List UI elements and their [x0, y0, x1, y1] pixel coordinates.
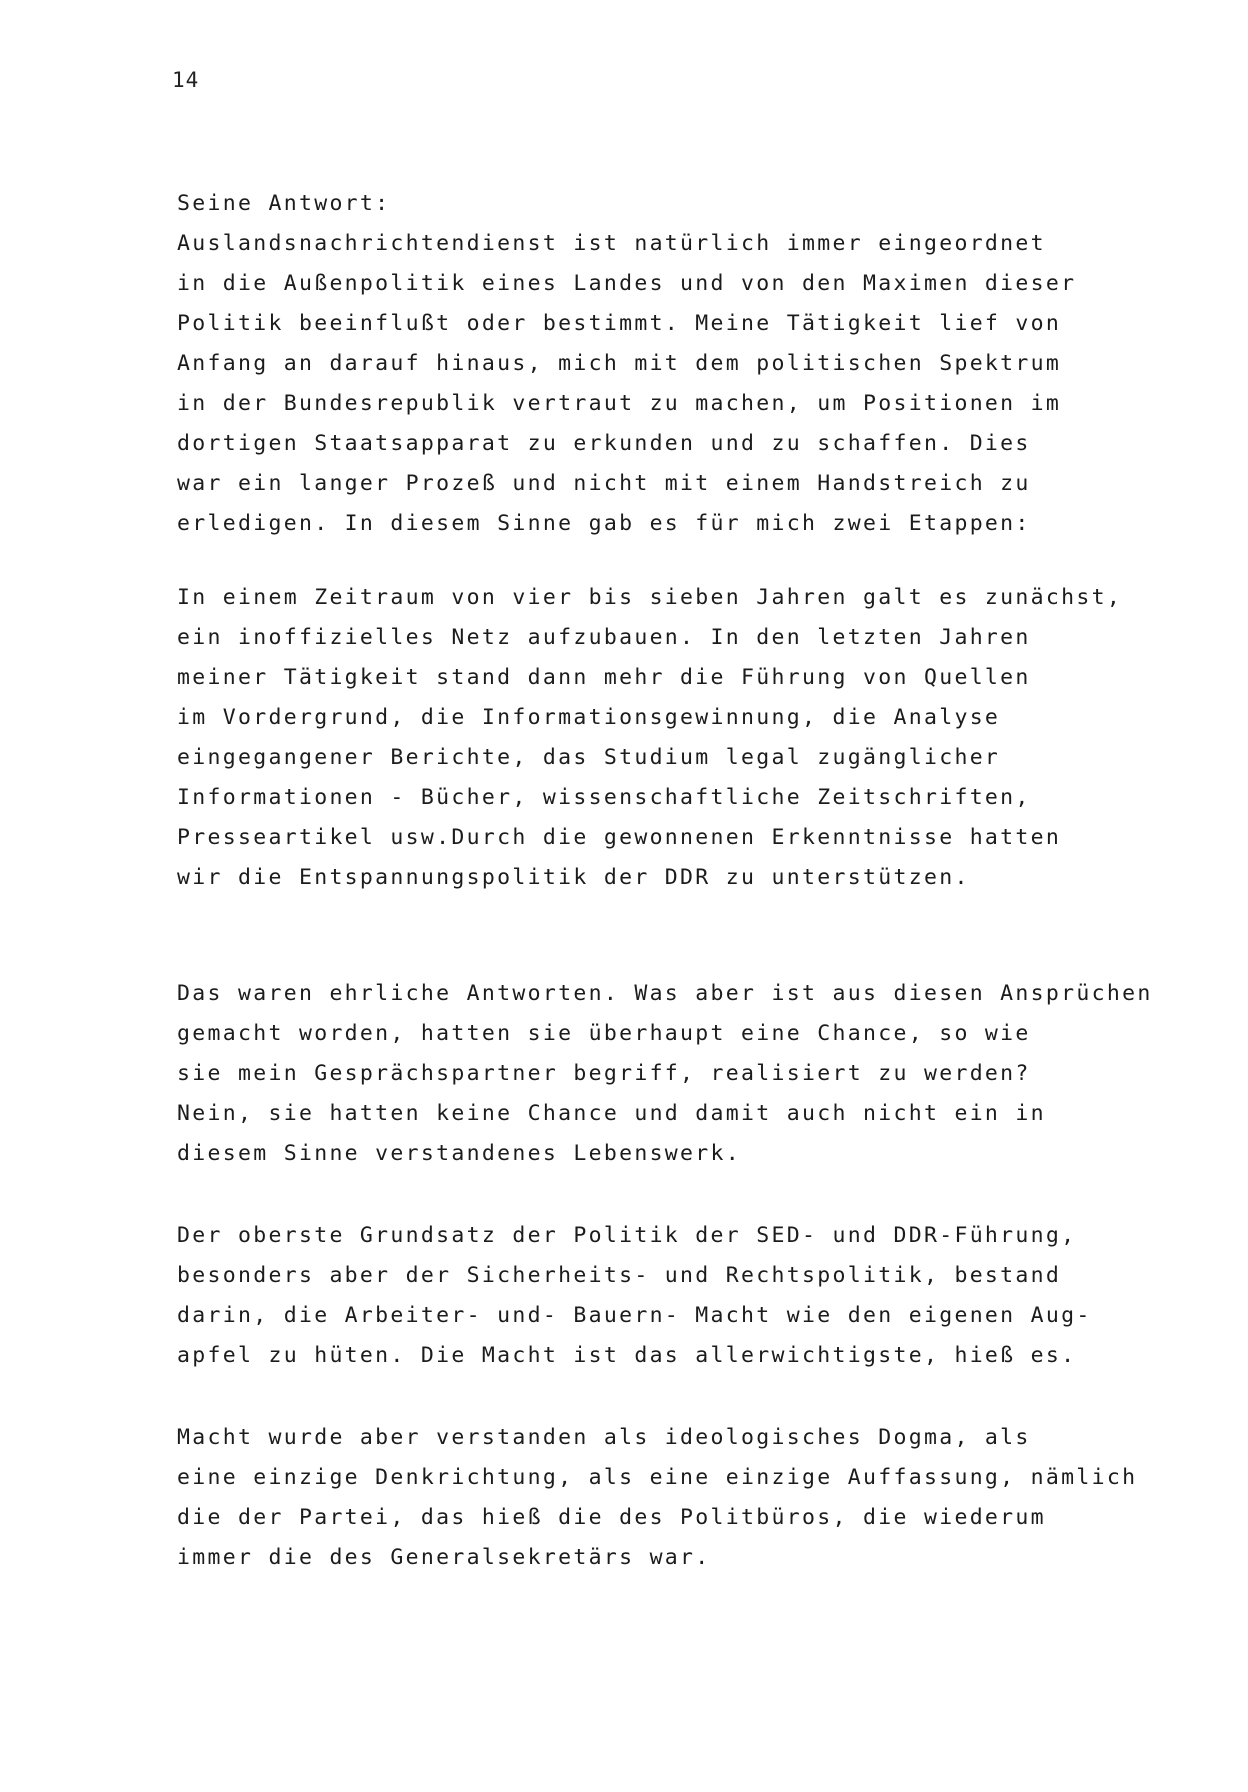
text-line: wir die Entspannungspolitik der DDR zu unterstützen.	[177, 865, 970, 890]
text-line: erledigen. In diesem Sinne gab es für mich zwei Etappen:	[177, 511, 1031, 536]
text-line: die der Partei, das hieß die des Politbüros, die wiederum	[177, 1505, 1046, 1530]
paragraph-answer	[177, 184, 1076, 544]
text-line: ein inoffizielles Netz aufzubauen. In den letzten Jahren	[177, 625, 1031, 650]
text-line: Auslandsnachrichtendienst ist natürlich immer eingeordnet	[177, 231, 1046, 256]
text-line: In einem Zeitraum von vier bis sieben Jahren galt es zunächst,	[177, 585, 1123, 610]
text-line: sie mein Gesprächspartner begriff, realisiert zu werden?	[177, 1061, 1031, 1086]
text-line: diesem Sinne verstandenes Lebenswerk.	[177, 1141, 742, 1166]
text-line: war ein langer Prozeß und nicht mit einem Handstreich zu	[177, 471, 1031, 496]
text-line: in der Bundesrepublik vertraut zu machen, um Positionen im	[177, 391, 1062, 416]
text-line: meiner Tätigkeit stand dann mehr die Führung von Quellen	[177, 665, 1031, 690]
text-line: Presseartikel usw.Durch die gewonnenen Erkenntnisse hatten	[177, 825, 1062, 850]
text-line: Der oberste Grundsatz der Politik der SED- und DDR-Führung,	[177, 1223, 1077, 1248]
text-line: Informationen - Bücher, wissenschaftliche Zeitschriften,	[177, 785, 1031, 810]
text-line: Das waren ehrliche Antworten. Was aber ist aus diesen Ansprüchen	[177, 981, 1153, 1006]
text-line: in die Außenpolitik eines Landes und von den Maximen dieser	[177, 271, 1077, 296]
text-line: besonders aber der Sicherheits- und Rechtspolitik, bestand	[177, 1263, 1062, 1288]
text-line: gemacht worden, hatten sie überhaupt eine Chance, so wie	[177, 1021, 1031, 1046]
text-line: Anfang an darauf hinaus, mich mit dem politischen Spektrum	[177, 351, 1062, 376]
text-line: darin, die Arbeiter- und- Bauern- Macht wie den eigenen Aug-	[177, 1303, 1092, 1328]
text-line: Politik beeinflußt oder bestimmt. Meine Tätigkeit lief von	[177, 311, 1062, 336]
text-line: apfel zu hüten. Die Macht ist das allerwichtigste, hieß es.	[177, 1343, 1077, 1368]
paragraph-grundsatz	[177, 1216, 1092, 1376]
text-line: Macht wurde aber verstanden als ideologisches Dogma, als	[177, 1425, 1031, 1450]
paragraph-ehrliche-antworten	[177, 974, 1153, 1174]
page-number: 14	[172, 68, 200, 92]
text-line: Nein, sie hatten keine Chance und damit auch nicht ein in	[177, 1101, 1046, 1126]
text-line: Seine Antwort:	[177, 191, 391, 216]
paragraph-etappen	[177, 578, 1122, 898]
paragraph-macht	[177, 1418, 1137, 1578]
text-line: dortigen Staatsapparat zu erkunden und zu schaffen. Dies	[177, 431, 1031, 456]
text-line: eine einzige Denkrichtung, als eine einzige Auffassung, nämlich	[177, 1465, 1138, 1490]
text-line: im Vordergrund, die Informationsgewinnung, die Analyse	[177, 705, 1001, 730]
text-line: eingegangener Berichte, das Studium legal zugänglicher	[177, 745, 1001, 770]
text-line: immer die des Generalsekretärs war.	[177, 1545, 711, 1570]
